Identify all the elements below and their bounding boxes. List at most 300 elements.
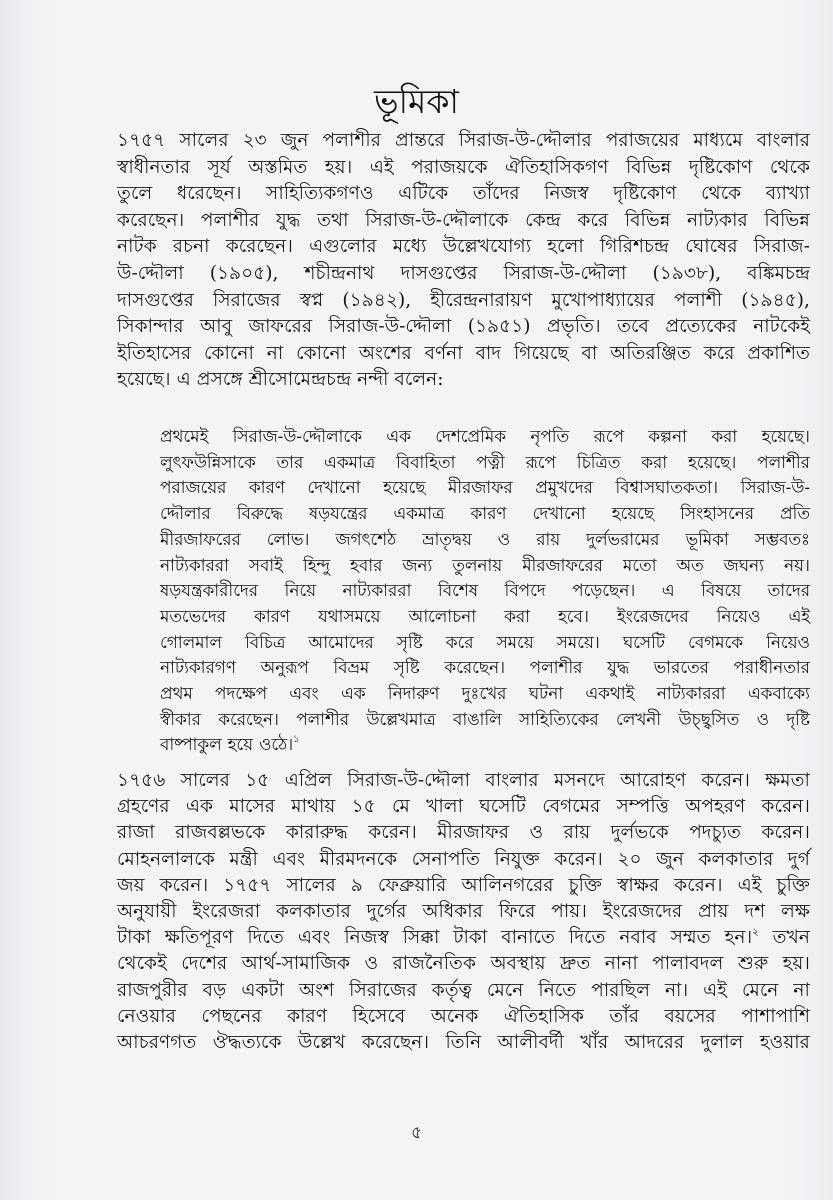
word: রূপে [593,426,624,446]
word: করেন। [761,796,810,818]
word: থেকে [769,156,810,178]
word: দেখানো [532,503,586,524]
word: (১৯০৫), [209,263,279,284]
word: ও [497,528,511,549]
word: ব্যাখ্যা [765,183,810,205]
word: করেন। [554,848,603,870]
word: ভূমিকা [685,528,729,549]
word: বিভিন্ন [625,156,672,178]
word: ও [756,708,769,729]
word: অংশের [358,342,412,364]
word: আলীবর্দী [497,1032,564,1053]
word: ইংরেজরা [192,901,261,922]
word: পরাধীনতার [733,657,810,678]
word: খালা [426,796,463,818]
word: দুর্লভরামের [586,528,660,549]
word: সিরাজের [349,979,417,1001]
word: দৃষ্টি [786,708,810,729]
word: প্রায় [698,901,729,922]
word: বিভ্রম [333,657,370,678]
word: বড় [202,979,227,1001]
word: বিভিন্ন [764,209,810,231]
word: যুদ্ধ [607,657,630,678]
text-line [160,630,810,658]
word: করেছেন। [117,209,185,231]
word: তুলনায় [452,554,503,575]
word: কারণ [248,477,285,498]
word: হয়েছে [611,503,655,524]
word: উচ্ছ্বসিত [678,708,740,729]
word: করা [504,605,530,626]
word: ঔদ্ধত্যকে [212,1032,282,1053]
word: প্রকাশিত [747,342,810,364]
word: শ্রীসোমেন্দ্রচন্দ্র [248,369,352,391]
word: মধ্যে [392,236,427,258]
word: উল্লেখযোগ্য [442,236,532,258]
word: ১৫ [351,796,376,818]
word: ইংরেজদের [602,901,683,922]
word: সাহিত্যিকের [519,708,599,729]
word: গিয়েছে [513,342,569,364]
word: এ [661,580,675,601]
word: কল্পনা [648,426,687,446]
word: লেখনী [615,708,662,729]
word: সিরাজ-উ-দ্দৌলা [328,316,452,338]
word: করেছেন। [218,708,279,729]
word: দ্দৌলার [160,503,211,524]
word: সিক্কা [402,927,440,949]
word: নৃপতি [530,426,570,446]
word: সিরাজ-উ- [740,477,810,498]
word: জঘন্য [723,554,764,575]
word: শচীন্দ্রনাথ [304,263,375,284]
word: ওঠে।$^১$ [259,734,300,755]
word: অবস্থায় [490,953,546,975]
page-number: ৫ [410,1123,423,1143]
word: করেছেন। [444,657,506,678]
word: ভারতের [653,657,709,678]
word: বিবাহিতা [395,451,456,472]
word: নিজস্ব [544,183,589,205]
word: নিতে [538,979,577,1001]
word: চুক্তি [776,874,810,896]
word: রাজবল্লভকে [175,822,266,844]
text-line [160,450,810,478]
word: ঘসেটি [622,631,665,652]
text-line [160,475,810,503]
text-line [160,655,810,683]
text-line [160,578,810,606]
word: হলো [547,236,584,258]
word: বানাতে [501,927,555,949]
word: মন্ত্রী [229,848,258,870]
word: ধরেছেন। [176,183,242,205]
word: সিরাজ-উ-দ্দৌলা [503,263,627,284]
word: (১৯৫১) [467,316,531,338]
word: করেন। [368,822,417,844]
word: টাকা [117,927,151,949]
word: প্রান্তরে [394,130,445,151]
word: তাঁদের [472,183,520,205]
word: না [793,979,810,1001]
word: চুক্তি [568,874,602,896]
word: করে [577,209,609,231]
text-line [160,424,810,452]
word: সিরাজের [213,289,281,311]
word: পরাজয়ের [160,477,227,498]
word: নাটক [117,236,157,258]
word: লোভ। [266,528,310,549]
word: এবং [297,927,331,949]
word: উ-দ্দৌলা [117,263,184,284]
word: ঐতিহাসিকগণ [505,156,609,178]
word: একবাক্যে [747,683,810,703]
word: তার [276,451,304,472]
word: হয়। [324,156,353,178]
word: দাসগুপ্তের [400,263,478,284]
word: নন্দী [357,369,389,391]
word: উল্লেখ [297,1032,346,1053]
word: এটিকে [398,183,449,205]
word: অস্তমিত [248,156,308,178]
word: (১৯৪২), [342,289,412,311]
word: একথাই [585,683,635,703]
text-line [160,527,810,555]
word: হীরেন্দ্রনারায়ণ [430,289,533,311]
word: পরাজয়ের [605,130,680,151]
word: এবং [289,683,319,703]
word: এক [386,426,411,446]
word: পেছনের [201,1005,262,1027]
word: বিরুদ্ধে [236,503,283,524]
word: ৯ [350,874,363,896]
word: অধিকার [422,901,483,922]
word: পালাবদল [652,953,724,975]
word: একটা [241,979,284,1001]
word: শুরু [737,953,769,975]
word: বাষ্পাকুল [160,734,222,755]
word: ঘটনা [528,683,564,703]
word: রূপে [525,451,556,472]
word: রায় [563,822,591,844]
word: আদরের [624,1032,685,1053]
word: হয়েছে। [687,451,737,472]
word: প্রভৃতি। [546,316,601,338]
word: হবে। [557,605,589,626]
word: লক্ষ [781,901,810,922]
word: বেগমকে [688,631,743,652]
word: দুলাল [700,1032,744,1053]
word: ইংরেজদের [616,605,689,626]
word: এপ্রিল [284,770,332,791]
word: মীরমদনকে [319,848,398,870]
word: পদচ্যুত [689,822,741,844]
word: এবং [272,848,305,870]
word: সম্মত [670,927,711,949]
word: নিয়েও [716,605,761,626]
word: (১৯৩৮), [652,263,722,284]
word: নাট্যকাররা [342,580,412,601]
word: আমোদের [308,631,374,652]
word: ফেব্রুয়ারি [377,874,447,896]
word: না [266,342,284,364]
word: হয়েছে [383,477,426,498]
word: ফিরে [498,901,536,922]
word: বাংলার [485,770,539,791]
word: প্রথম [160,683,193,703]
word: তথা [317,209,349,231]
text-line [160,732,810,760]
footnote-marker: ২ [752,927,759,939]
word: দ্রুত [560,953,591,975]
word: যুদ্ধ [276,209,301,231]
word: সম্ভবতঃ [754,528,810,549]
word: উল্লেখমাত্র [366,708,436,729]
word: করে [703,342,735,364]
word: ও [364,953,379,975]
word: হন।$^২$ [724,927,759,949]
word: করা [711,426,738,446]
word: জুন [280,130,309,151]
word: জুন [656,848,684,870]
word: হয়। [782,953,810,975]
text-line [117,365,810,396]
word: আর্থ-সামাজিক [241,953,351,975]
word: দুর্লভকে [610,822,669,844]
word: সবাই [248,554,283,575]
word: আলিনগরের [461,874,554,896]
word: কারণ [287,1005,328,1027]
word: করেছেন। [361,1032,430,1053]
word: নাটকেই [753,316,810,338]
word: সেনাপতি [411,848,480,870]
word: করেন। [674,874,723,896]
word: যথাসময়ে [317,605,381,626]
word: (১৯৪৫), [741,289,810,311]
word: দাসগুপ্তের [117,289,194,311]
word: সালের [179,130,229,151]
word: করেন। [701,770,750,791]
word: নবাব [619,927,657,949]
word: এগুলোর [309,236,377,258]
word: বর্ণনা [424,342,463,364]
word: তাঁর [609,1005,639,1027]
word: দৃষ্টিকোণ [613,183,677,205]
word: খাঁর [580,1032,609,1053]
word: পড়েছেন। [572,580,636,601]
word: আচরণগত [117,1032,197,1053]
word: নিজস্ব [344,927,389,949]
word: বেগমের [542,796,601,818]
word: কোনো [296,342,347,364]
word: সাহিত্যিকগণও [266,183,374,205]
word: মতভেদের [160,605,226,626]
word: মতো [622,554,657,575]
word: নাট্যকার [687,209,748,231]
word: আরোহণ [620,770,687,791]
word: দিতে [247,927,284,949]
word: কারণ [253,605,290,626]
text-line [160,501,810,529]
word: কর্তৃত্ব [431,979,472,1001]
word: মীরজাফর [437,822,509,844]
word: থেকে [701,183,742,205]
word: বিপদে [504,580,546,601]
word: মেনে [741,979,779,1001]
word: দিতে [568,927,606,949]
word: নয়। [783,554,810,575]
word: আলোচনা [408,605,477,626]
word: পলাশীর [200,209,260,231]
word: পারছিল [591,979,650,1001]
word: ক্ষতিপূরণ [164,927,234,949]
word: সম্পত্তি [616,796,669,818]
word: হবার [350,554,383,575]
word: ২০ [617,848,642,870]
word: বাদ [475,342,502,364]
word: জগৎশেঠ [335,528,397,549]
word: রচনা [172,236,210,258]
word: না। [664,979,689,1001]
word: হয়েছে। [761,426,810,446]
word: মীরজাফরের [160,528,241,549]
word: জাফরের [248,316,313,338]
word: রাজপুরীর [117,979,188,1001]
word: নিদারুণ [387,683,440,703]
word: ক্ষমতা [765,770,810,791]
word: ও [529,822,544,844]
text-line [160,604,810,632]
text-line [160,553,810,581]
word: গ্রহণের [117,796,170,818]
word: নিযুক্ত [494,848,540,870]
word: বিশেষ [437,580,478,601]
word: দুর্গ [787,848,810,870]
word: তুলে [117,183,153,205]
word: কেন্দ্র [525,209,561,231]
word: পদক্ষেপ [215,683,267,703]
word: জন্য [402,554,433,575]
word: প্রত্যেকের [665,316,737,338]
word: নেওয়ার [117,1005,176,1027]
word: এক [185,796,214,818]
word: অনেক [430,1005,479,1027]
word: করা [641,451,668,472]
word: করেন। [159,874,209,896]
word: দেশপ্রেমিক [435,426,506,446]
word: সময়ে [496,631,534,652]
word: সালের [180,770,230,791]
word: পলাশীর [757,451,810,472]
word: চিত্রিত [576,451,621,472]
word: পলাশীর [296,708,349,729]
word: এই [737,874,762,896]
word: পত্নী [476,451,505,472]
word: স্বীকার [160,708,201,729]
word: অত [676,554,704,575]
word: এই [703,979,727,1001]
word: মাসের [229,796,275,818]
word: লুৎফউন্নিসাকে [160,451,256,472]
page-title: ভূমিকা [373,82,459,121]
word: আবু [200,316,233,338]
word: মুখোপাধ্যায়ের [551,289,655,311]
word: একমাত্র [324,451,376,472]
word: গিরিশচন্দ্র [599,236,670,258]
word: ইতিহাসের [117,342,192,364]
word: হিসেবে [352,1005,406,1027]
word: রায় [536,528,561,549]
word: বাঙালি [452,708,502,729]
word: অপহরণ [685,796,746,818]
word: এ [176,369,191,391]
text-line [160,681,810,709]
word: ষড়যন্ত্রের [308,503,368,524]
word: প্রথমেই [160,426,209,446]
word: সৃষ্টি [396,631,423,652]
word: দশ [744,901,766,922]
word: তাদের [767,580,810,601]
word: টাকা [453,927,488,949]
word: পলাশীর [529,657,583,678]
word: প্রমুখদের [535,477,593,498]
word: ২৩ [242,130,267,151]
word: সৃষ্টি [393,657,420,678]
word: দুর্গের [366,901,407,922]
word: সিংহাসনের [680,503,754,524]
word: অংশ [299,979,335,1001]
word: মাথায় [291,796,336,818]
word: কোনো [203,342,254,364]
word: হিন্দু [302,554,331,575]
word: একমাত্র [393,503,445,524]
word: দৃষ্টিকোণ [688,156,753,178]
word: বিচিত্র [244,631,286,652]
word: স্বাক্ষর [617,874,660,896]
word: হয়ে [227,734,254,755]
word: স্বাধীনতার [117,156,191,178]
word: সিরাজ-উ-দ্দৌলা [347,770,471,791]
word: প্রতি [780,503,810,524]
text-line [160,707,810,735]
word: হয়েছে। [117,369,171,391]
word: কারণ [470,503,507,524]
word: রাজনৈতিক [392,953,477,975]
word: নাট্যকাররা [160,554,229,575]
word: ঘোষের [685,236,738,258]
word: সূর্য [207,156,231,178]
word: মে [392,796,410,818]
word: পায়। [551,901,587,922]
word: পাশাপাশি [741,1005,810,1027]
word: করেছেন। [225,236,293,258]
footnote-marker: ১ [293,734,300,746]
word: নানা [604,953,638,975]
word: এই [369,156,394,178]
word: প্রসঙ্গে [196,369,243,391]
word: অনুরূপ [260,657,309,678]
word: তখন [772,927,810,949]
word: ভ্রাতৃদ্বয় [422,528,472,549]
word: বিভিন্ন [624,209,671,231]
word: নিয়েও [766,631,810,652]
word: মীরজাফর [447,477,513,498]
word: ১৭৫৬ [117,770,166,791]
word: সিরাজ- [753,236,810,258]
word: কারারুদ্ধ [285,822,348,844]
word: স্বপ্ন [299,289,324,311]
word: মেনে [486,979,524,1001]
